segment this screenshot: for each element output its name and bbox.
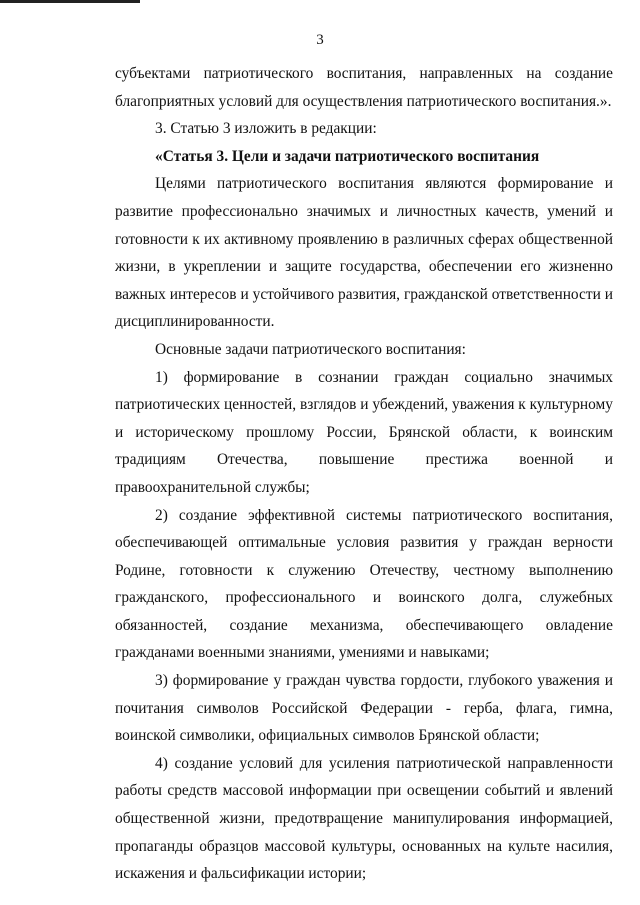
- paragraph-tasks-intro: Основные задачи патриотического воспитания:: [155, 340, 466, 358]
- list-item-task-2: 2) создание эффективной системы патриотического воспитания, обеспечивающей оптимальные условия развития у граждан верности Родине, готовности к служению Отечеству, честному выполнению гражданского, профессионального и воинского долга, служебных обязанностей, создание механизма, обеспечивающего овладение гражданами военными знаниями, умениями и навыками;: [115, 506, 613, 662]
- list-item-task-4: 4) создание условий для усиления патриотической направленности работы средств массовой информации при освещении событий и явлений общественной жизни, предотвращение манипулирования информацией, пропаганды образцов массовой культуры, основанных на культе насилия, искажения и фальсификации истории;: [115, 754, 613, 883]
- list-item-task-1: 1) формирование в сознании граждан социально значимых патриотических ценностей, взглядов и убеждений, уважения к культурному и историческому прошлому России, Брянской области, к воинским традициям Отечества, повышение престижа военной и правоохранительной службы;: [115, 368, 613, 496]
- top-rule-line: [0, 0, 140, 3]
- paragraph-amendment-item: 3. Статью 3 изложить в редакции:: [155, 120, 377, 138]
- list-item-task-3: 3) формирование у граждан чувства гордости, глубокого уважения и почитания символов Российской Федерации - герба, флага, гимна, воинской символики, официальных символов Брянской области;: [115, 672, 613, 745]
- article-heading: «Статья 3. Цели и задачи патриотического воспитания: [155, 147, 540, 165]
- page-number: 3: [316, 32, 324, 48]
- paragraph-continuation: субъектами патриотического воспитания, направленных на создание благоприятных условий для осуществления патриотического воспитания.».: [115, 65, 613, 110]
- document-body: [115, 60, 613, 888]
- paragraph-goals: Целями патриотического воспитания являются формирование и развитие профессионально значимых и личностных качеств, умений и готовности к их активному проявлению в различных сферах общественной жизни, в укреплении и защите государства, обеспечении его жизненно важных интересов и устойчивого развития, гражданской ответственности и дисциплинированности.: [115, 175, 613, 331]
